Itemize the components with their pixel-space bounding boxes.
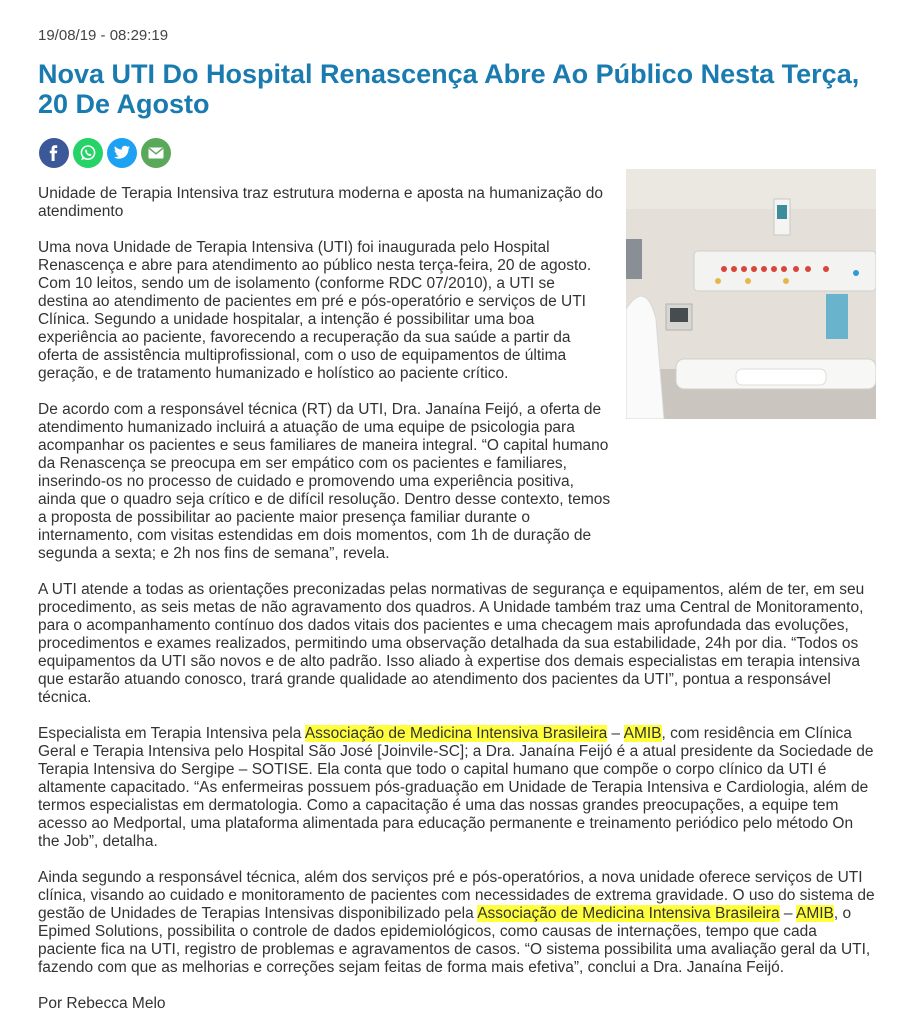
facebook-icon bbox=[46, 145, 62, 161]
share-twitter-button[interactable] bbox=[107, 138, 137, 168]
twitter-icon bbox=[113, 145, 131, 161]
paragraph-5-dash: – bbox=[779, 905, 796, 922]
article-author: Por Rebecca Melo bbox=[38, 995, 166, 1012]
share-bar bbox=[39, 138, 171, 168]
paragraph-4-text-b: , com residência em Clínica Geral e Terapia Intensiva pelo Hospital São José [Joinvile-SC]; a Dra. Janaína Feijó é a atual presidente da Sociedade de Terapia Intensiva do Sergipe – SOTISE. Ela conta que todo o capital humano que compõe o corpo clínico da UTI é altamente capacitado. “As enfermeiras possuem pós-graduação em Unidade de Terapia Intensiva e Cardiologia, além de termos especialistas em dermatologia. Como a capacitação é uma das nossas grandes preocupações, a equipe tem acesso ao Medportal, uma plataforma alimentada para educação permanente e treinamento periódico pelo método On the Job”, detalha. bbox=[38, 725, 874, 850]
article-body bbox=[38, 185, 878, 1031]
whatsapp-icon bbox=[79, 144, 97, 162]
paragraph-5-text-a: Ainda segundo a responsável técnica, além dos serviços pré e pós-operatórios, a nova unidade oferece serviços de UTI clínica, visando ao cuidado e monitoramento de pacientes com necessidades de extrema gravidade. O uso do sistema de gestão de Unidades de Terapias Intensivas disponibilizado pela bbox=[38, 869, 875, 922]
article-lead: Unidade de Terapia Intensiva traz estrutura moderna e aposta na humanização do atendimento bbox=[38, 185, 603, 220]
email-icon bbox=[148, 147, 164, 159]
share-facebook-button[interactable] bbox=[39, 138, 69, 168]
paragraph-4 bbox=[38, 725, 878, 851]
highlight-amib-acronym: AMIB bbox=[795, 905, 834, 922]
paragraph-5-text-b: , o Epimed Solutions, possibilita o controle de dados epidemiológicos, como causas de internações, tempo que cada paciente fica na UTI, registro de problemas e agravamentos de casos. “O sistema possibilita uma avaliação geral da UTI, fazendo com que as melhorias e correções sejam feitas de forma mais efetiva”, conclui a Dra. Janaína Feijó. bbox=[38, 905, 871, 976]
paragraph-2: De acordo com a responsável técnica (RT) da UTI, Dra. Janaína Feijó, a oferta de atendimento humanizado incluirá a atuação de uma equipe de psicologia para acompanhar os pacientes e seus familiares de maneira integral. “O capital humano da Renascença se preocupa em ser empático com os pacientes e familiares, inserindo-os no processo de cuidado e promovendo uma experiência positiva, ainda que o quadro seja crítico e de difícil resolução. Dentro desse contexto, temos a proposta de possibilitar ao paciente maior presença familiar durante o internamento, com visitas estendidas em dois momentos, com 1h de duração de segunda a sexta; e 2h nos fins de semana”, revela. bbox=[38, 401, 611, 562]
paragraph-4-dash: – bbox=[607, 725, 624, 742]
article-title: Nova UTI Do Hospital Renascença Abre Ao Público Nesta Terça, 20 De Agosto bbox=[38, 59, 860, 119]
share-email-button[interactable] bbox=[141, 138, 171, 168]
highlight-amib-name: Associação de Medicina Intensiva Brasileira bbox=[477, 905, 780, 922]
paragraph-3: A UTI atende a todas as orientações preconizadas pelas normativas de segurança e equipamentos, além de ter, em seu procedimento, as seis metas de não agravamento dos quadros. A Unidade também traz uma Central de Monitoramento, para o acompanhamento contínuo dos dados vitais dos pacientes e uma checagem mais aprofundada das evoluções, procedimentos e exames realizados, permitindo uma observação detalhada da sua estabilidade, 24h por dia. “Todos os equipamentos da UTI são novos e de alto padrão. Isso aliado à expertise dos demais especialistas em terapia intensiva que estarão atuando conosco, trará grande qualidade ao atendimento dos pacientes da UTI”, pontua a responsável técnica. bbox=[38, 581, 865, 706]
share-whatsapp-button[interactable] bbox=[73, 138, 103, 168]
publish-date: 19/08/19 - 08:29:19 bbox=[38, 27, 169, 44]
highlight-amib-acronym: AMIB bbox=[623, 725, 662, 742]
paragraph-1: Uma nova Unidade de Terapia Intensiva (UTI) foi inaugurada pelo Hospital Renascença e abre para atendimento ao público nesta terça-feira, 20 de agosto. Com 10 leitos, sendo um de isolamento (conforme RDC 07/2010), a UTI se destina ao atendimento de pacientes em pré e pós-operatório e serviços de UTI Clínica. Segundo a unidade hospitalar, a intenção é possibilitar uma boa experiência ao paciente, favorecendo a recuperação da sua saúde a partir da oferta de assistência multiprofissional, com o uso de equipamentos de última geração, e de tratamento humanizado e holístico ao paciente crítico. bbox=[38, 239, 592, 382]
highlight-amib-name: Associação de Medicina Intensiva Brasileira bbox=[304, 725, 608, 742]
paragraph-5 bbox=[38, 869, 878, 977]
paragraph-4-text-a: Especialista em Terapia Intensiva pela bbox=[38, 725, 305, 742]
